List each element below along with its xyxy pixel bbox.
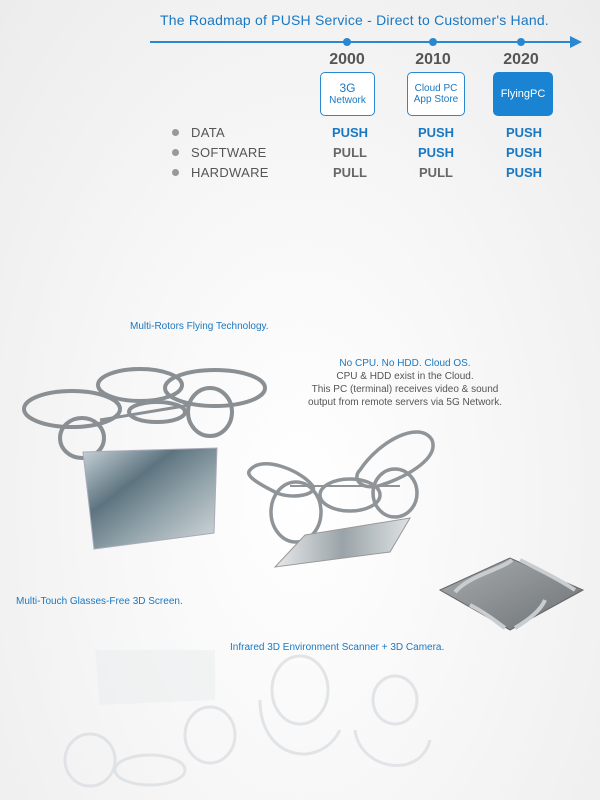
year-2000: 2000	[329, 51, 365, 68]
cell-hardware-2010: PULL	[419, 165, 453, 180]
milestone-line2: App Store	[413, 94, 459, 105]
bullet-icon	[172, 149, 179, 156]
caption-cloud-line1: CPU & HDD exist in the Cloud.	[336, 371, 474, 382]
milestone-flyingpc	[493, 72, 553, 116]
roadmap-title: The Roadmap of PUSH Service - Direct to Customer's Hand.	[160, 12, 549, 28]
row-label-text: SOFTWARE	[191, 145, 267, 160]
flying-screen-drone	[24, 369, 265, 458]
caption-cloud-line2: This PC (terminal) receives video & sound	[311, 384, 499, 395]
caption-cloud-line3: output from remote servers via 5G Network.	[308, 397, 502, 408]
milestone-3g-network	[320, 72, 375, 116]
row-label-software	[172, 145, 267, 160]
milestone-line1: Cloud PC	[414, 83, 458, 94]
milestone-line1: 3G	[339, 80, 356, 95]
milestone-line1: FlyingPC	[500, 87, 546, 100]
cell-data-2000: PUSH	[331, 125, 369, 140]
3d-screen-panel	[83, 448, 217, 549]
caption-scanner: Infrared 3D Environment Scanner + 3D Camera.	[230, 642, 445, 653]
cell-software-2010: PUSH	[417, 145, 455, 160]
row-label-text: DATA	[191, 125, 225, 140]
row-label-text: HARDWARE	[191, 165, 269, 180]
reflection	[65, 650, 430, 786]
cell-data-2010: PUSH	[417, 125, 455, 140]
year-2020: 2020	[503, 51, 539, 68]
year-2010: 2010	[415, 51, 451, 68]
milestone-line2: Network	[329, 95, 366, 107]
caption-rotors: Multi-Rotors Flying Technology.	[130, 321, 269, 332]
cell-hardware-2000: PULL	[333, 165, 367, 180]
bullet-icon	[172, 169, 179, 176]
cell-software-2020: PUSH	[505, 145, 543, 160]
row-label-data	[172, 125, 225, 140]
cell-software-2000: PULL	[333, 145, 367, 160]
caption-cloud	[265, 357, 545, 409]
caption-screen: Multi-Touch Glasses-Free 3D Screen.	[16, 596, 183, 607]
bullet-icon	[172, 129, 179, 136]
timeline-arrow	[150, 36, 582, 48]
cell-data-2020: PUSH	[505, 125, 543, 140]
milestone-cloud-pc	[407, 72, 465, 116]
row-label-hardware	[172, 165, 269, 180]
caption-cloud-head: No CPU. No HDD. Cloud OS.	[339, 358, 471, 369]
cell-hardware-2020: PUSH	[505, 165, 543, 180]
folded-drone	[440, 558, 583, 630]
